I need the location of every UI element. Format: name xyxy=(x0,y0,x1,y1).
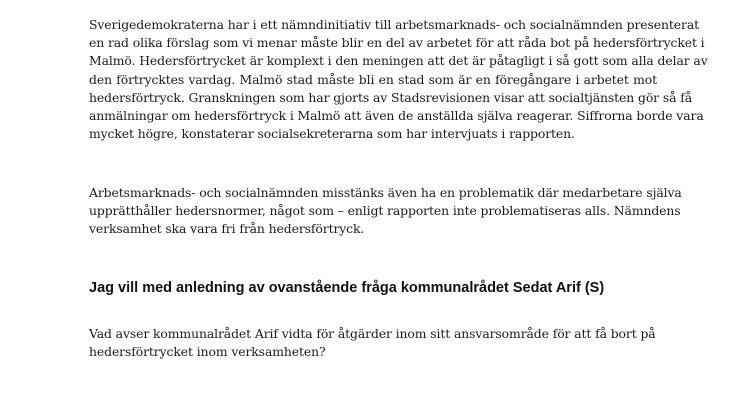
body-paragraph-1 xyxy=(89,16,708,143)
text-line: verksamhet ska vara fri från hedersförtryck. xyxy=(89,221,365,237)
text-line: mycket högre, konstaterar socialsekreterarna som har intervjuats i rapporten. xyxy=(89,126,575,142)
question-heading: Jag vill med anledning av ovanstående fråga kommunalrådet Sedat Arif (S) xyxy=(89,280,605,296)
text-line: hedersförtrycket inom verksamheten? xyxy=(89,344,326,360)
text-line: en rad olika förslag som vi menar måste blir en del av arbetet för att råda bot på hedersförtrycket i xyxy=(89,35,705,51)
text-line: Sverigedemokraterna har i ett nämndinitiativ till arbetsmarknads- och socialnämnden presenterat xyxy=(89,17,700,32)
text-line: hedersförtryck. Granskningen som har gjorts av Stadsrevisionen visar att socialtjänsten gör så få xyxy=(89,89,693,105)
text-line: upprätthåller hedersnormer, något som – enligt rapporten inte problematiseras alls. Nämndens xyxy=(89,203,681,219)
body-paragraph-2 xyxy=(89,184,682,239)
text-line: Arbetsmarknads- och socialnämnden misstänks även ha en problematik där medarbetare själva xyxy=(89,185,682,200)
text-line: Vad avser kommunalrådet Arif vidta för åtgärder inom sitt ansvarsområde för att få bort på xyxy=(89,326,656,341)
text-line: den förtrycktes vardag. Malmö stad måste bli en stad som är en föregångare i arbetet mot xyxy=(89,71,657,87)
question-paragraph xyxy=(89,325,657,361)
text-line: anmälningar om hedersförtryck i Malmö att även de anställda själva reagerar. Siffrorna borde vara xyxy=(89,108,704,124)
text-line: Malmö. Hedersförtrycket är komplext i den meningen att det är påtagligt i så gott som alla delar av xyxy=(89,53,708,69)
